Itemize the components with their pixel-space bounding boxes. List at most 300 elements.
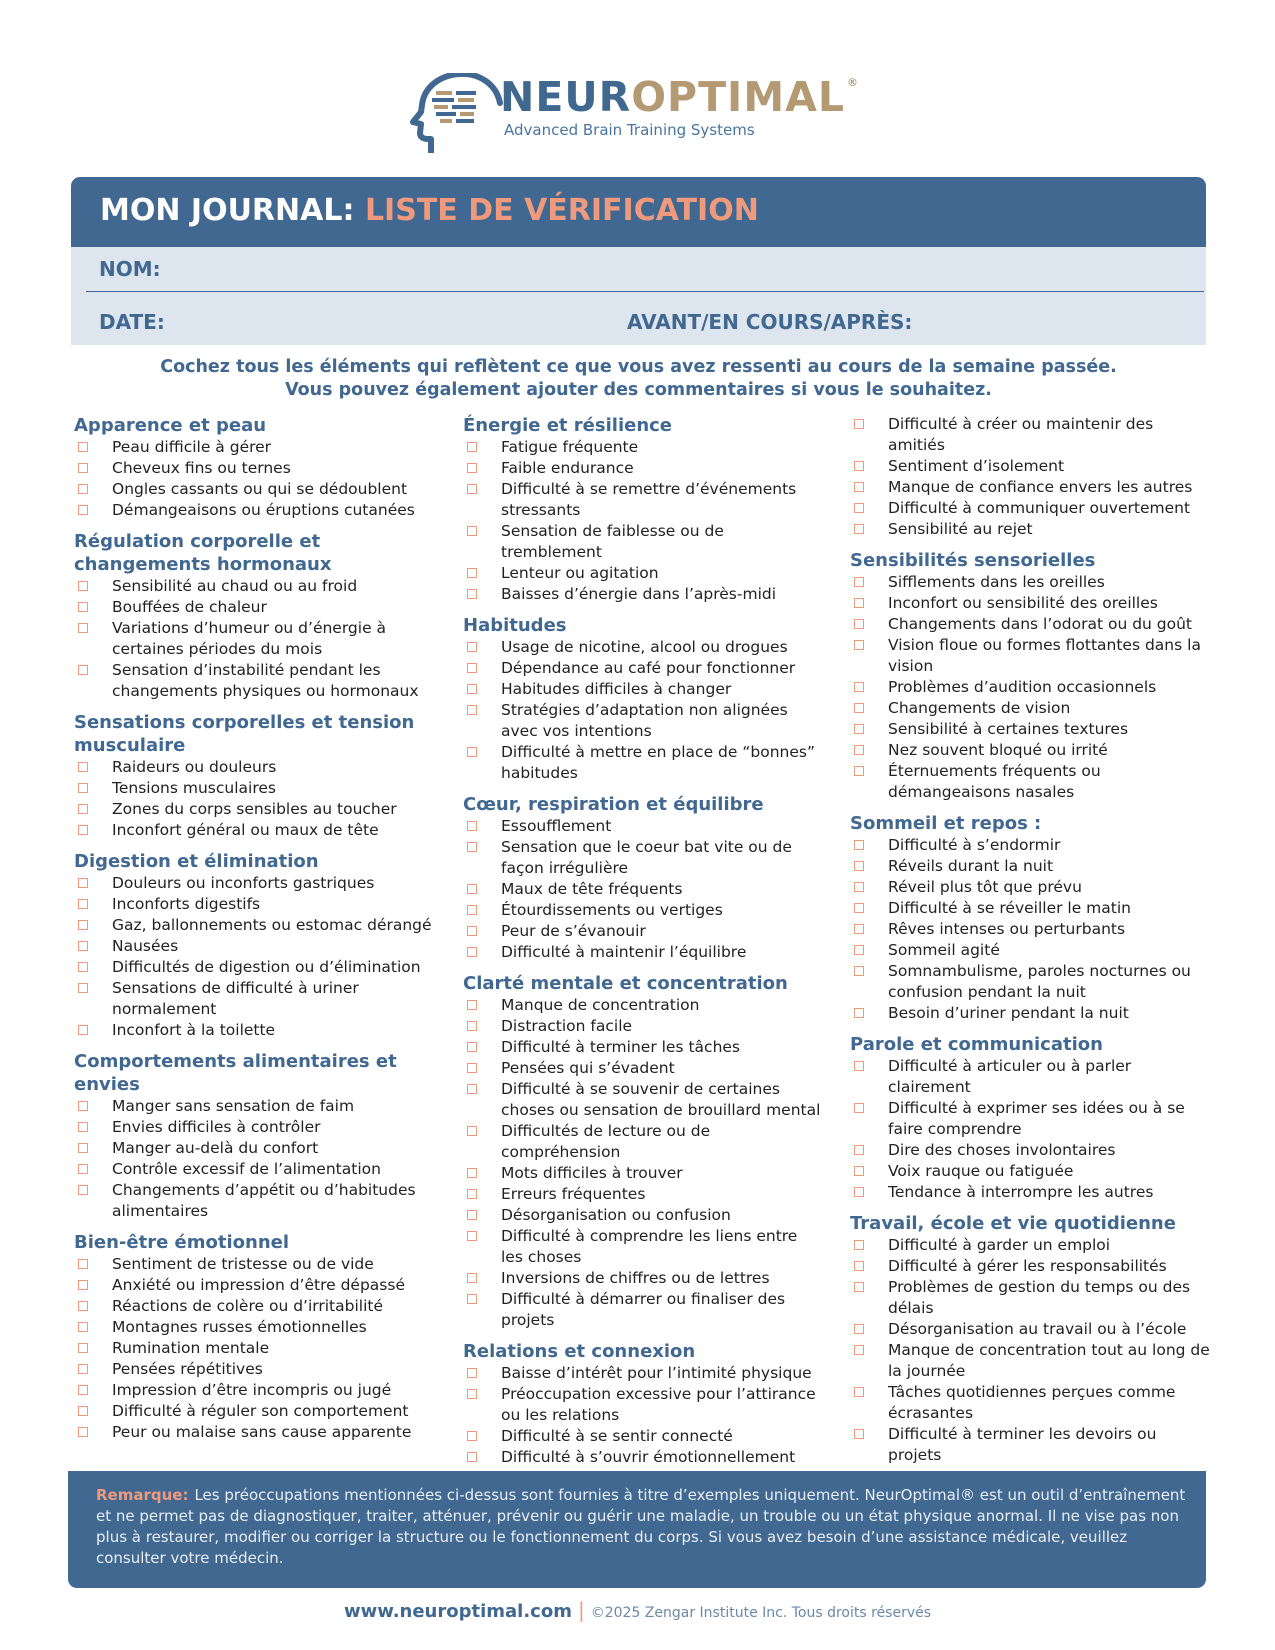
section-title: Comportements alimentaires et envies	[74, 1051, 397, 1095]
registered-mark: ®	[846, 76, 859, 89]
checklist-item-label: Usage de nicotine, alcool ou drogues	[501, 638, 788, 656]
checkbox[interactable]	[78, 1164, 88, 1174]
checkbox[interactable]	[78, 505, 88, 515]
checkbox[interactable]	[467, 484, 477, 494]
checkbox[interactable]	[78, 463, 88, 473]
checklist-item	[850, 677, 1210, 698]
checklist-item	[74, 576, 434, 597]
checklist-column-1	[74, 414, 434, 1443]
section-title: Sommeil et repos :	[850, 813, 1042, 834]
checkbox[interactable]	[78, 1122, 88, 1132]
checklist-item	[74, 820, 434, 841]
checklist-item-label: Besoin d’uriner pendant la nuit	[888, 1004, 1129, 1022]
checklist-item-label: Somnambulisme, paroles nocturnes ou confusion pendant la nuit	[888, 962, 1191, 1001]
checklist-item-label: Essoufflement	[501, 817, 612, 835]
checkbox[interactable]	[467, 1210, 477, 1220]
checklist-item-label: Vision floue ou formes flottantes dans la vision	[888, 636, 1201, 675]
checklist-item	[850, 614, 1210, 635]
checklist-item	[74, 1401, 434, 1422]
checkbox[interactable]	[467, 1042, 477, 1052]
checkbox[interactable]	[854, 419, 864, 429]
section-title: Sensations corporelles et tension musculaire	[74, 712, 415, 756]
checklist-item	[850, 1277, 1210, 1319]
checklist-item	[74, 1422, 434, 1443]
checklist-item-label: Difficulté à créer ou maintenir des amitiés	[888, 415, 1154, 454]
checkbox[interactable]	[78, 762, 88, 772]
journal-header	[71, 177, 1206, 247]
checkbox[interactable]	[854, 577, 864, 587]
checklist-item-label: Habitudes difficiles à changer	[501, 680, 732, 698]
checklist-item	[463, 1268, 823, 1289]
checklist-item	[74, 1180, 434, 1222]
checklist-item-label: Sentiment d’isolement	[888, 457, 1065, 475]
checklist-item	[850, 1140, 1210, 1161]
checkbox[interactable]	[854, 903, 864, 913]
checkbox[interactable]	[854, 482, 864, 492]
checklist-item	[74, 1159, 434, 1180]
checklist-item-label: Nez souvent bloqué ou irrité	[888, 741, 1108, 759]
checkbox[interactable]	[854, 1008, 864, 1018]
checklist-item	[850, 1319, 1210, 1340]
section-title: Cœur, respiration et équilibre	[463, 794, 764, 815]
journal-form	[71, 247, 1206, 345]
checkbox[interactable]	[854, 1240, 864, 1250]
checklist-item-label: Difficulté à démarrer ou finaliser des projets	[501, 1290, 786, 1329]
checkbox[interactable]	[854, 882, 864, 892]
checkbox[interactable]	[854, 703, 864, 713]
checklist-item	[850, 1098, 1210, 1140]
checkbox[interactable]	[854, 840, 864, 850]
checkbox[interactable]	[854, 524, 864, 534]
checkbox[interactable]	[78, 442, 88, 452]
checkbox[interactable]	[467, 947, 477, 957]
checklist-item-label: Sifflements dans les oreilles	[888, 573, 1105, 591]
checkbox[interactable]	[78, 581, 88, 591]
checklist-item	[850, 1340, 1210, 1382]
checkbox[interactable]	[854, 1429, 864, 1439]
checklist-item-label: Éternuements fréquents ou démangeaisons nasales	[888, 762, 1101, 801]
checkbox[interactable]	[467, 526, 477, 536]
checkbox[interactable]	[467, 1368, 477, 1378]
checkbox[interactable]	[467, 821, 477, 831]
checklist-item-label: Inconfort général ou maux de tête	[112, 821, 379, 839]
instructions	[71, 356, 1206, 402]
date-label: DATE:	[99, 310, 165, 334]
note-text-block	[96, 1485, 1186, 1569]
checklist-item	[463, 679, 823, 700]
checklist-item-label: Nausées	[112, 937, 179, 955]
checklist-item	[463, 1037, 823, 1058]
checkbox[interactable]	[854, 766, 864, 776]
checkbox[interactable]	[854, 1145, 864, 1155]
checkbox[interactable]	[78, 1143, 88, 1153]
checkbox[interactable]	[467, 1126, 477, 1136]
checklist-item	[463, 1289, 823, 1331]
checkbox[interactable]	[467, 1000, 477, 1010]
section-title: Régulation corporelle et changements hormonaux	[74, 531, 332, 575]
checkbox[interactable]	[854, 1387, 864, 1397]
note-label: Remarque:	[96, 1486, 189, 1504]
checkbox[interactable]	[467, 589, 477, 599]
checklist-item-label: Cheveux fins ou ternes	[112, 459, 291, 477]
checkbox[interactable]	[854, 1282, 864, 1292]
checkbox[interactable]	[467, 884, 477, 894]
website-link[interactable]: www.neuroptimal.com	[343, 1601, 572, 1622]
checklist-item-label: Sensibilité au chaud ou au froid	[112, 577, 358, 595]
checkbox[interactable]	[854, 945, 864, 955]
checkbox[interactable]	[854, 619, 864, 629]
copyright-text: ©2025 Zengar Institute Inc. Tous droits réservés	[590, 1605, 932, 1621]
checklist-item-label: Difficulté à se sentir connecté	[501, 1427, 733, 1445]
neuroptimal-logo	[404, 73, 874, 153]
checklist-item	[463, 1163, 823, 1184]
checklist-item-label: Difficultés de digestion ou d’élimination	[112, 958, 421, 976]
checklist-item	[850, 919, 1210, 940]
checkbox[interactable]	[467, 926, 477, 936]
checkbox[interactable]	[854, 682, 864, 692]
instructions-line-1: Cochez tous les éléments qui reflètent ce que vous avez ressenti au cours de la semaine passée.	[160, 357, 1117, 377]
checklist-item	[850, 940, 1210, 961]
checkbox[interactable]	[854, 461, 864, 471]
checkbox[interactable]	[78, 899, 88, 909]
checklist-item-label: Difficulté à maintenir l’équilibre	[501, 943, 747, 961]
checklist-item	[463, 900, 823, 921]
checklist-item-label: Peur ou malaise sans cause apparente	[112, 1423, 412, 1441]
note-body: Les préoccupations mentionnées ci-dessus sont fournies à titre d’exemples uniquement. NeurOptimal® est un outil d’entraînement et ne permet pas de diagnostiquer, traiter, atténuer, prévenir ou guérir une maladie, un trouble ou un état physique anormal. Il ne vise pas non plus à restaurer, modifier ou corriger la structure ou le fonctionnement du corps. Si vous avez besoin d’une assistance médicale, veuillez consulter votre médecin.	[96, 1486, 1186, 1567]
checklist-item	[850, 1235, 1210, 1256]
form-divider	[86, 291, 1204, 292]
checklist-item-label: Distraction facile	[501, 1017, 633, 1035]
checklist-item	[850, 456, 1210, 477]
checkbox[interactable]	[78, 783, 88, 793]
checklist-item-label: Difficulté à se réveiller le matin	[888, 899, 1131, 917]
checkbox[interactable]	[854, 598, 864, 608]
checkbox[interactable]	[467, 1452, 477, 1462]
checklist-item-label: Difficulté à exprimer ses idées ou à se faire comprendre	[888, 1099, 1185, 1138]
checkbox[interactable]	[467, 1431, 477, 1441]
checklist-item-label: Difficulté à s’endormir	[888, 836, 1061, 854]
checklist-item-label: Manque de concentration	[501, 996, 700, 1014]
checklist-item-label: Stratégies d’adaptation non alignées avec vos intentions	[501, 701, 788, 740]
checklist-item-label: Tâches quotidiennes perçues comme écrasantes	[888, 1383, 1176, 1422]
checklist-item-label: Peau difficile à gérer	[112, 438, 272, 456]
checklist-column-3	[850, 414, 1210, 1466]
checklist-item-label: Difficulté à réguler son comportement	[112, 1402, 409, 1420]
checkbox[interactable]	[467, 1294, 477, 1304]
checklist-item	[74, 978, 434, 1020]
checklist-item-label: Envies difficiles à contrôler	[112, 1118, 321, 1136]
checklist-item	[463, 1016, 823, 1037]
checklist-item-label: Montagnes russes émotionnelles	[112, 1318, 367, 1336]
page-title-main: MON JOURNAL:	[100, 193, 355, 228]
checkbox[interactable]	[467, 1084, 477, 1094]
checklist-item	[850, 877, 1210, 898]
checklist-item-label: Gaz, ballonnements ou estomac dérangé	[112, 916, 432, 934]
checkbox[interactable]	[78, 878, 88, 888]
checklist-item-label: Manque de concentration tout au long de la journée	[888, 1341, 1210, 1380]
checklist-item-label: Inconfort à la toilette	[112, 1021, 276, 1039]
checklist-item-label: Problèmes d’audition occasionnels	[888, 678, 1157, 696]
checkbox[interactable]	[78, 920, 88, 930]
checkbox[interactable]	[78, 804, 88, 814]
section-title: Clarté mentale et concentration	[463, 973, 788, 994]
checklist-item	[74, 500, 434, 521]
checkbox[interactable]	[467, 1273, 477, 1283]
checklist-item	[850, 1003, 1210, 1024]
checkbox[interactable]	[467, 442, 477, 452]
checklist-item	[850, 477, 1210, 498]
checkbox[interactable]	[78, 1364, 88, 1374]
checklist-item-label: Anxiété ou impression d’être dépassé	[112, 1276, 405, 1294]
checklist-item-label: Inversions de chiffres ou de lettres	[501, 1269, 770, 1287]
checklist-item	[850, 898, 1210, 919]
checkbox[interactable]	[854, 1061, 864, 1071]
checklist-item-label: Baisses d’énergie dans l’après-midi	[501, 585, 777, 603]
checklist-item-label: Douleurs ou inconforts gastriques	[112, 874, 375, 892]
checklist-item	[850, 519, 1210, 540]
checklist-item	[74, 1138, 434, 1159]
checklist-item	[74, 936, 434, 957]
checklist-item	[463, 1121, 823, 1163]
checklist-item	[74, 778, 434, 799]
checklist-item	[74, 1275, 434, 1296]
checkbox[interactable]	[78, 1185, 88, 1195]
checkbox[interactable]	[467, 642, 477, 652]
section-title: Bien-être émotionnel	[74, 1232, 290, 1253]
checkbox[interactable]	[78, 623, 88, 633]
checklist-item	[463, 658, 823, 679]
checklist-item	[74, 437, 434, 458]
instructions-line-2: Vous pouvez également ajouter des commentaires si vous le souhaitez.	[285, 380, 992, 400]
checkbox[interactable]	[467, 1189, 477, 1199]
checklist-item	[74, 1380, 434, 1401]
page-title-accent: LISTE DE VÉRIFICATION	[364, 193, 759, 228]
checklist-item	[463, 458, 823, 479]
checklist-item	[74, 1117, 434, 1138]
checkbox[interactable]	[78, 1322, 88, 1332]
checkbox[interactable]	[854, 640, 864, 650]
checklist-item	[463, 700, 823, 742]
checklist-item-label: Fatigue fréquente	[501, 438, 639, 456]
checkbox[interactable]	[467, 747, 477, 757]
checkbox[interactable]	[78, 1259, 88, 1269]
checklist-item-label: Tensions musculaires	[112, 779, 276, 797]
checklist-item-label: Étourdissements ou vertiges	[501, 901, 723, 919]
checklist-item-label: Changements dans l’odorat ou du goût	[888, 615, 1193, 633]
checklist-item-label: Lenteur ou agitation	[501, 564, 659, 582]
checklist-item-label: Difficulté à se remettre d’événements stressants	[501, 480, 797, 519]
checklist-item-label: Réveils durant la nuit	[888, 857, 1054, 875]
checkbox[interactable]	[467, 1389, 477, 1399]
checklist-item	[74, 957, 434, 978]
checklist-item-label: Difficulté à comprendre les liens entre les choses	[501, 1227, 798, 1266]
checkbox[interactable]	[78, 962, 88, 972]
checklist-item	[74, 1020, 434, 1041]
phase-label: AVANT/EN COURS/APRÈS:	[627, 310, 913, 334]
checklist-item	[850, 835, 1210, 856]
checklist-item	[74, 1317, 434, 1338]
checkbox[interactable]	[467, 463, 477, 473]
checklist-item-label: Démangeaisons ou éruptions cutanées	[112, 501, 415, 519]
checklist-item	[463, 563, 823, 584]
checkbox[interactable]	[854, 1261, 864, 1271]
checklist-item	[74, 894, 434, 915]
checkbox[interactable]	[854, 503, 864, 513]
checkbox[interactable]	[467, 842, 477, 852]
checkbox[interactable]	[854, 1187, 864, 1197]
checkbox[interactable]	[854, 861, 864, 871]
checklist-item-label: Difficulté à articuler ou à parler clairement	[888, 1057, 1132, 1096]
checkbox[interactable]	[854, 966, 864, 976]
checkbox[interactable]	[78, 1427, 88, 1437]
checklist-item	[463, 521, 823, 563]
checklist-item-label: Rumination mentale	[112, 1339, 270, 1357]
checklist-item-label: Manque de confiance envers les autres	[888, 478, 1193, 496]
checklist-item	[74, 597, 434, 618]
checkbox[interactable]	[854, 1166, 864, 1176]
checklist-item-label: Inconfort ou sensibilité des oreilles	[888, 594, 1158, 612]
checklist-item-label: Sommeil agité	[888, 941, 1000, 959]
checklist-item	[463, 1205, 823, 1226]
checkbox[interactable]	[78, 1343, 88, 1353]
checklist-item-label: Raideurs ou douleurs	[112, 758, 277, 776]
checklist-item	[463, 1184, 823, 1205]
logo-wordmark-optimal: OPTIMAL	[631, 73, 845, 121]
head-profile-icon	[404, 73, 504, 153]
checklist-item	[850, 1056, 1210, 1098]
checklist-item	[74, 660, 434, 702]
checkbox[interactable]	[467, 568, 477, 578]
checklist-item	[74, 915, 434, 936]
checklist-item	[463, 1363, 823, 1384]
checklist-item	[463, 1426, 823, 1447]
checkbox[interactable]	[854, 1345, 864, 1355]
checkbox[interactable]	[854, 1103, 864, 1113]
checklist-item-label: Ongles cassants ou qui se dédoublent	[112, 480, 408, 498]
checklist-item	[850, 1424, 1210, 1466]
checklist-item	[850, 1382, 1210, 1424]
disclaimer-note	[68, 1471, 1206, 1588]
checklist-item	[463, 1226, 823, 1268]
checkbox[interactable]	[467, 705, 477, 715]
checklist-item-label: Contrôle excessif de l’alimentation	[112, 1160, 381, 1178]
checkbox[interactable]	[78, 1280, 88, 1290]
checkbox[interactable]	[78, 941, 88, 951]
checklist-item-label: Dépendance au café pour fonctionner	[501, 659, 796, 677]
checklist-item	[850, 498, 1210, 519]
checklist-item	[850, 740, 1210, 761]
checklist-item-label: Inconforts digestifs	[112, 895, 261, 913]
checklist-item	[850, 719, 1210, 740]
checklist-item	[463, 1384, 823, 1426]
checkbox[interactable]	[78, 1301, 88, 1311]
checklist-item-label: Changements d’appétit ou d’habitudes alimentaires	[112, 1181, 416, 1220]
section-title: Sensibilités sensorielles	[850, 550, 1096, 571]
checklist-item-label: Peur de s’évanouir	[501, 922, 646, 940]
checklist-item	[74, 458, 434, 479]
checklist-item-label: Sensations de difficulté à uriner normalement	[112, 979, 359, 1018]
checklist-item	[850, 593, 1210, 614]
checklist-item-label: Impression d’être incompris ou jugé	[112, 1381, 392, 1399]
checklist-item	[850, 698, 1210, 719]
checklist-item-label: Pensées répétitives	[112, 1360, 263, 1378]
checkbox[interactable]	[78, 1385, 88, 1395]
checklist-item-label: Sensation que le coeur bat vite ou de façon irrégulière	[501, 838, 792, 877]
checkbox[interactable]	[78, 665, 88, 675]
checkbox[interactable]	[78, 484, 88, 494]
checklist-item	[463, 942, 823, 963]
checklist-item-label: Réveil plus tôt que prévu	[888, 878, 1082, 896]
section-title: Digestion et élimination	[74, 851, 319, 872]
checkbox[interactable]	[854, 1324, 864, 1334]
checklist-item	[850, 1182, 1210, 1203]
checkbox[interactable]	[467, 1168, 477, 1178]
checkbox[interactable]	[467, 1063, 477, 1073]
checklist-item-label: Tendance à interrompre les autres	[888, 1183, 1154, 1201]
checklist-item	[850, 761, 1210, 803]
checklist-item-label: Pensées qui s’évadent	[501, 1059, 675, 1077]
checklist-item	[74, 1338, 434, 1359]
checkbox[interactable]	[78, 825, 88, 835]
checklist-item-label: Difficulté à communiquer ouvertement	[888, 499, 1191, 517]
checkbox[interactable]	[854, 724, 864, 734]
checkbox[interactable]	[467, 1231, 477, 1241]
checkbox[interactable]	[467, 663, 477, 673]
checklist-item-label: Difficulté à s’ouvrir émotionnellement	[501, 1448, 796, 1466]
checklist-item-label: Changements de vision	[888, 699, 1071, 717]
checklist-item-label: Sensation d’instabilité pendant les changements physiques ou hormonaux	[112, 661, 419, 700]
checklist-item	[463, 742, 823, 784]
checklist-item	[463, 437, 823, 458]
checklist-item	[850, 961, 1210, 1003]
logo-wordmark-neur: NEUR	[500, 73, 632, 121]
checklist-item	[463, 879, 823, 900]
checkbox[interactable]	[78, 1406, 88, 1416]
checkbox[interactable]	[78, 602, 88, 612]
checkbox[interactable]	[854, 745, 864, 755]
footer-separator: |	[577, 1598, 585, 1622]
checklist-item	[850, 635, 1210, 677]
name-label: NOM:	[99, 257, 161, 281]
checklist-item-label: Manger au-delà du confort	[112, 1139, 319, 1157]
checkbox[interactable]	[78, 1025, 88, 1035]
logo-wordmark	[500, 73, 859, 121]
checklist-item	[74, 799, 434, 820]
checklist-item-label: Difficulté à terminer les tâches	[501, 1038, 741, 1056]
checklist-item	[74, 1096, 434, 1117]
checkbox[interactable]	[467, 905, 477, 915]
checklist-item-label: Difficulté à terminer les devoirs ou projets	[888, 1425, 1157, 1464]
checkbox[interactable]	[467, 684, 477, 694]
checklist-item	[74, 618, 434, 660]
checkbox[interactable]	[78, 983, 88, 993]
checklist-item-label: Sensation de faiblesse ou de tremblement	[501, 522, 724, 561]
checklist-item	[463, 995, 823, 1016]
checkbox[interactable]	[467, 1021, 477, 1031]
checklist-item-label: Manger sans sensation de faim	[112, 1097, 355, 1115]
checkbox[interactable]	[854, 924, 864, 934]
checkbox[interactable]	[78, 1101, 88, 1111]
checklist-item-label: Sensibilité au rejet	[888, 520, 1033, 538]
checklist-item-label: Sentiment de tristesse ou de vide	[112, 1255, 374, 1273]
checklist-item-label: Sensibilité à certaines textures	[888, 720, 1129, 738]
checklist-item	[850, 1161, 1210, 1182]
checklist-item	[463, 837, 823, 879]
checklist-item-label: Dire des choses involontaires	[888, 1141, 1116, 1159]
checklist-column-2	[463, 414, 823, 1468]
section-title: Habitudes	[463, 615, 567, 636]
checklist-item	[463, 584, 823, 605]
